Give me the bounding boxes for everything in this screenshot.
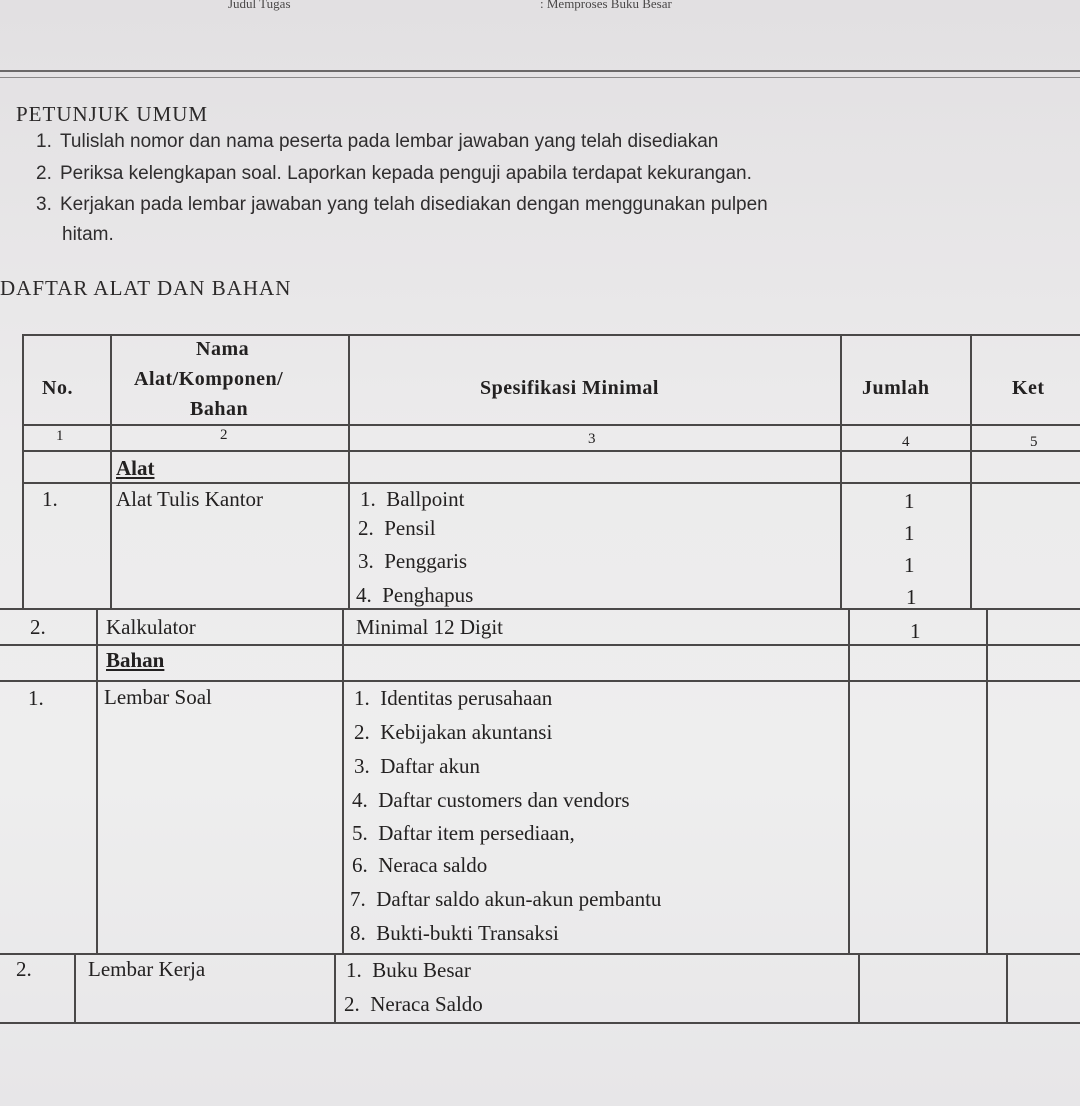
header-task-title-label: Judul Tugas — [228, 0, 291, 11]
spec-item: 2. Kebijakan akuntansi — [354, 720, 553, 744]
column-index: 5 — [1030, 434, 1038, 450]
spec-item: 4. Penghapus — [356, 583, 474, 607]
row-number: 2. — [16, 957, 32, 981]
bahan-heading: Bahan — [106, 648, 165, 672]
column-header-jumlah: Jumlah — [862, 377, 930, 399]
spec-item: 1. Identitas perusahaan — [354, 686, 553, 710]
table-col-divider — [848, 608, 850, 953]
table-col-divider — [334, 953, 336, 1022]
spec-item: 3. Penggaris — [358, 549, 468, 573]
table-col-divider — [348, 334, 350, 608]
table-col-divider — [970, 334, 972, 608]
row-number: 1. — [28, 686, 44, 710]
table-col-divider — [858, 953, 860, 1022]
table-rule-alat — [22, 482, 1080, 484]
column-header-nama-line3: Bahan — [190, 398, 249, 420]
table-col-divider — [986, 608, 988, 953]
table-col-divider — [110, 334, 112, 608]
jumlah-value: 1 — [906, 585, 917, 609]
column-header-nama-line1: Nama — [196, 338, 250, 360]
table-rule-row — [0, 644, 1080, 646]
jumlah-value: 1 — [910, 619, 921, 643]
table-col-divider — [342, 608, 344, 953]
spec-item: 8. Bukti-bukti Transaksi — [350, 921, 559, 945]
spec-item: 3. Daftar akun — [354, 754, 480, 778]
spec-item: 7. Daftar saldo akun-akun pembantu — [350, 887, 662, 911]
daftar-title: DAFTAR ALAT DAN BAHAN — [0, 276, 292, 300]
alat-heading: Alat — [116, 456, 155, 480]
instruction-number: 1. — [36, 131, 52, 152]
table-col-divider — [96, 608, 98, 953]
header-divider-thin — [0, 77, 1080, 78]
column-header-spesifikasi: Spesifikasi Minimal — [480, 377, 659, 399]
table-rule-bahan — [0, 680, 1080, 682]
instruction-number: 3. — [36, 194, 52, 215]
instruction-item — [36, 194, 768, 216]
table-col-divider — [22, 334, 24, 608]
table-border-top — [22, 334, 1080, 336]
instruction-text: Kerjakan pada lembar jawaban yang telah disediakan dengan menggunakan pulpen — [60, 194, 768, 215]
row-number: 2. — [30, 615, 46, 639]
spec-item: 5. Daftar item persediaan, — [352, 821, 575, 845]
spec-item: 2. Neraca Saldo — [344, 992, 483, 1016]
spec-item: Minimal 12 Digit — [356, 615, 503, 639]
spec-item: 1. Buku Besar — [346, 958, 471, 982]
header-divider — [0, 70, 1080, 72]
petunjuk-title: PETUNJUK UMUM — [16, 102, 209, 126]
table-col-divider — [74, 953, 76, 1022]
header-task-title-value: : Memproses Buku Besar — [540, 0, 672, 11]
instruction-item — [36, 131, 718, 153]
column-index: 1 — [56, 428, 64, 444]
instruction-text: Tulislah nomor dan nama peserta pada lembar jawaban yang telah disediakan — [60, 131, 719, 152]
row-nama: Alat Tulis Kantor — [116, 487, 264, 511]
table-border-bottom — [0, 1022, 1080, 1024]
column-index: 4 — [902, 434, 910, 450]
instruction-text: Periksa kelengkapan soal. Laporkan kepada penguji apabila terdapat kekurangan. — [60, 163, 752, 184]
table-col-divider — [840, 334, 842, 608]
row-nama: Kalkulator — [106, 615, 196, 639]
jumlah-value: 1 — [904, 521, 915, 545]
row-nama: Lembar Soal — [104, 685, 212, 709]
spec-item: 1. Ballpoint — [360, 487, 465, 511]
row-nama: Lembar Kerja — [88, 957, 206, 981]
instruction-continuation: hitam. — [62, 224, 114, 245]
column-header-ket: Ket — [1012, 377, 1045, 399]
spec-item: 4. Daftar customers dan vendors — [352, 788, 630, 812]
table-rule-header — [22, 424, 1080, 426]
row-number: 1. — [42, 487, 58, 511]
instruction-item — [36, 163, 752, 185]
spec-item: 6. Neraca saldo — [352, 853, 488, 877]
table-col-divider — [1006, 953, 1008, 1022]
jumlah-value: 1 — [904, 553, 915, 577]
instruction-number: 2. — [36, 163, 52, 184]
table-rule-row — [0, 953, 1080, 955]
column-header-nama-line2: Alat/Komponen/ — [134, 368, 284, 390]
column-header-no: No. — [42, 377, 73, 399]
column-index: 3 — [588, 431, 596, 447]
table-rule-row — [0, 608, 1080, 610]
spec-item: 2. Pensil — [358, 516, 436, 540]
jumlah-value: 1 — [904, 489, 915, 513]
column-index: 2 — [220, 427, 228, 443]
table-rule-index — [22, 450, 1080, 452]
